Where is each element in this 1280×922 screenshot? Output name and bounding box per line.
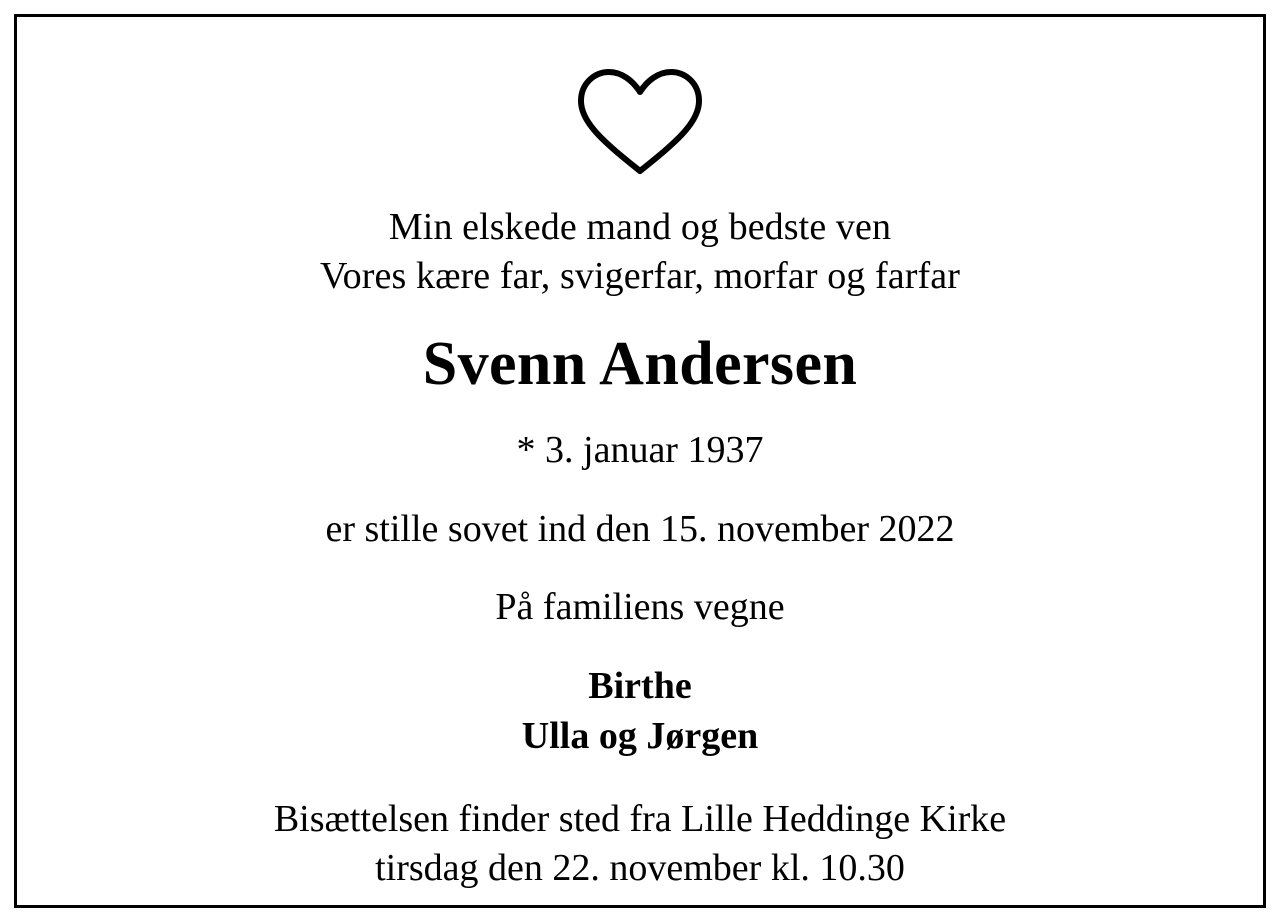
- deceased-name: Svenn Andersen: [422, 329, 858, 398]
- intro-line-2: Vores kære far, svigerfar, morfar og farfar: [320, 255, 960, 298]
- funeral-line-2: tirsdag den 22. november kl. 10.30: [375, 847, 905, 890]
- survivor-line-2: Ulla og Jørgen: [521, 714, 759, 757]
- heart-ornament: [575, 67, 705, 177]
- on-behalf-text: På familiens vegne: [495, 586, 785, 629]
- survivors-list: [57, 661, 1223, 761]
- intro-line-1: Min elskede mand og bedste ven: [388, 206, 892, 248]
- survivor-line-1: Birthe: [588, 664, 692, 707]
- intro-text: [57, 203, 1223, 302]
- notice-frame: [14, 14, 1266, 908]
- funeral-details: [57, 795, 1223, 894]
- heart-icon: [575, 67, 705, 177]
- death-statement: er stille sovet ind den 15. november 2022: [325, 507, 955, 550]
- funeral-line-1: Bisættelsen finder sted fra Lille Heddinge Kirke: [273, 798, 1007, 841]
- birth-date: * 3. januar 1937: [516, 428, 764, 471]
